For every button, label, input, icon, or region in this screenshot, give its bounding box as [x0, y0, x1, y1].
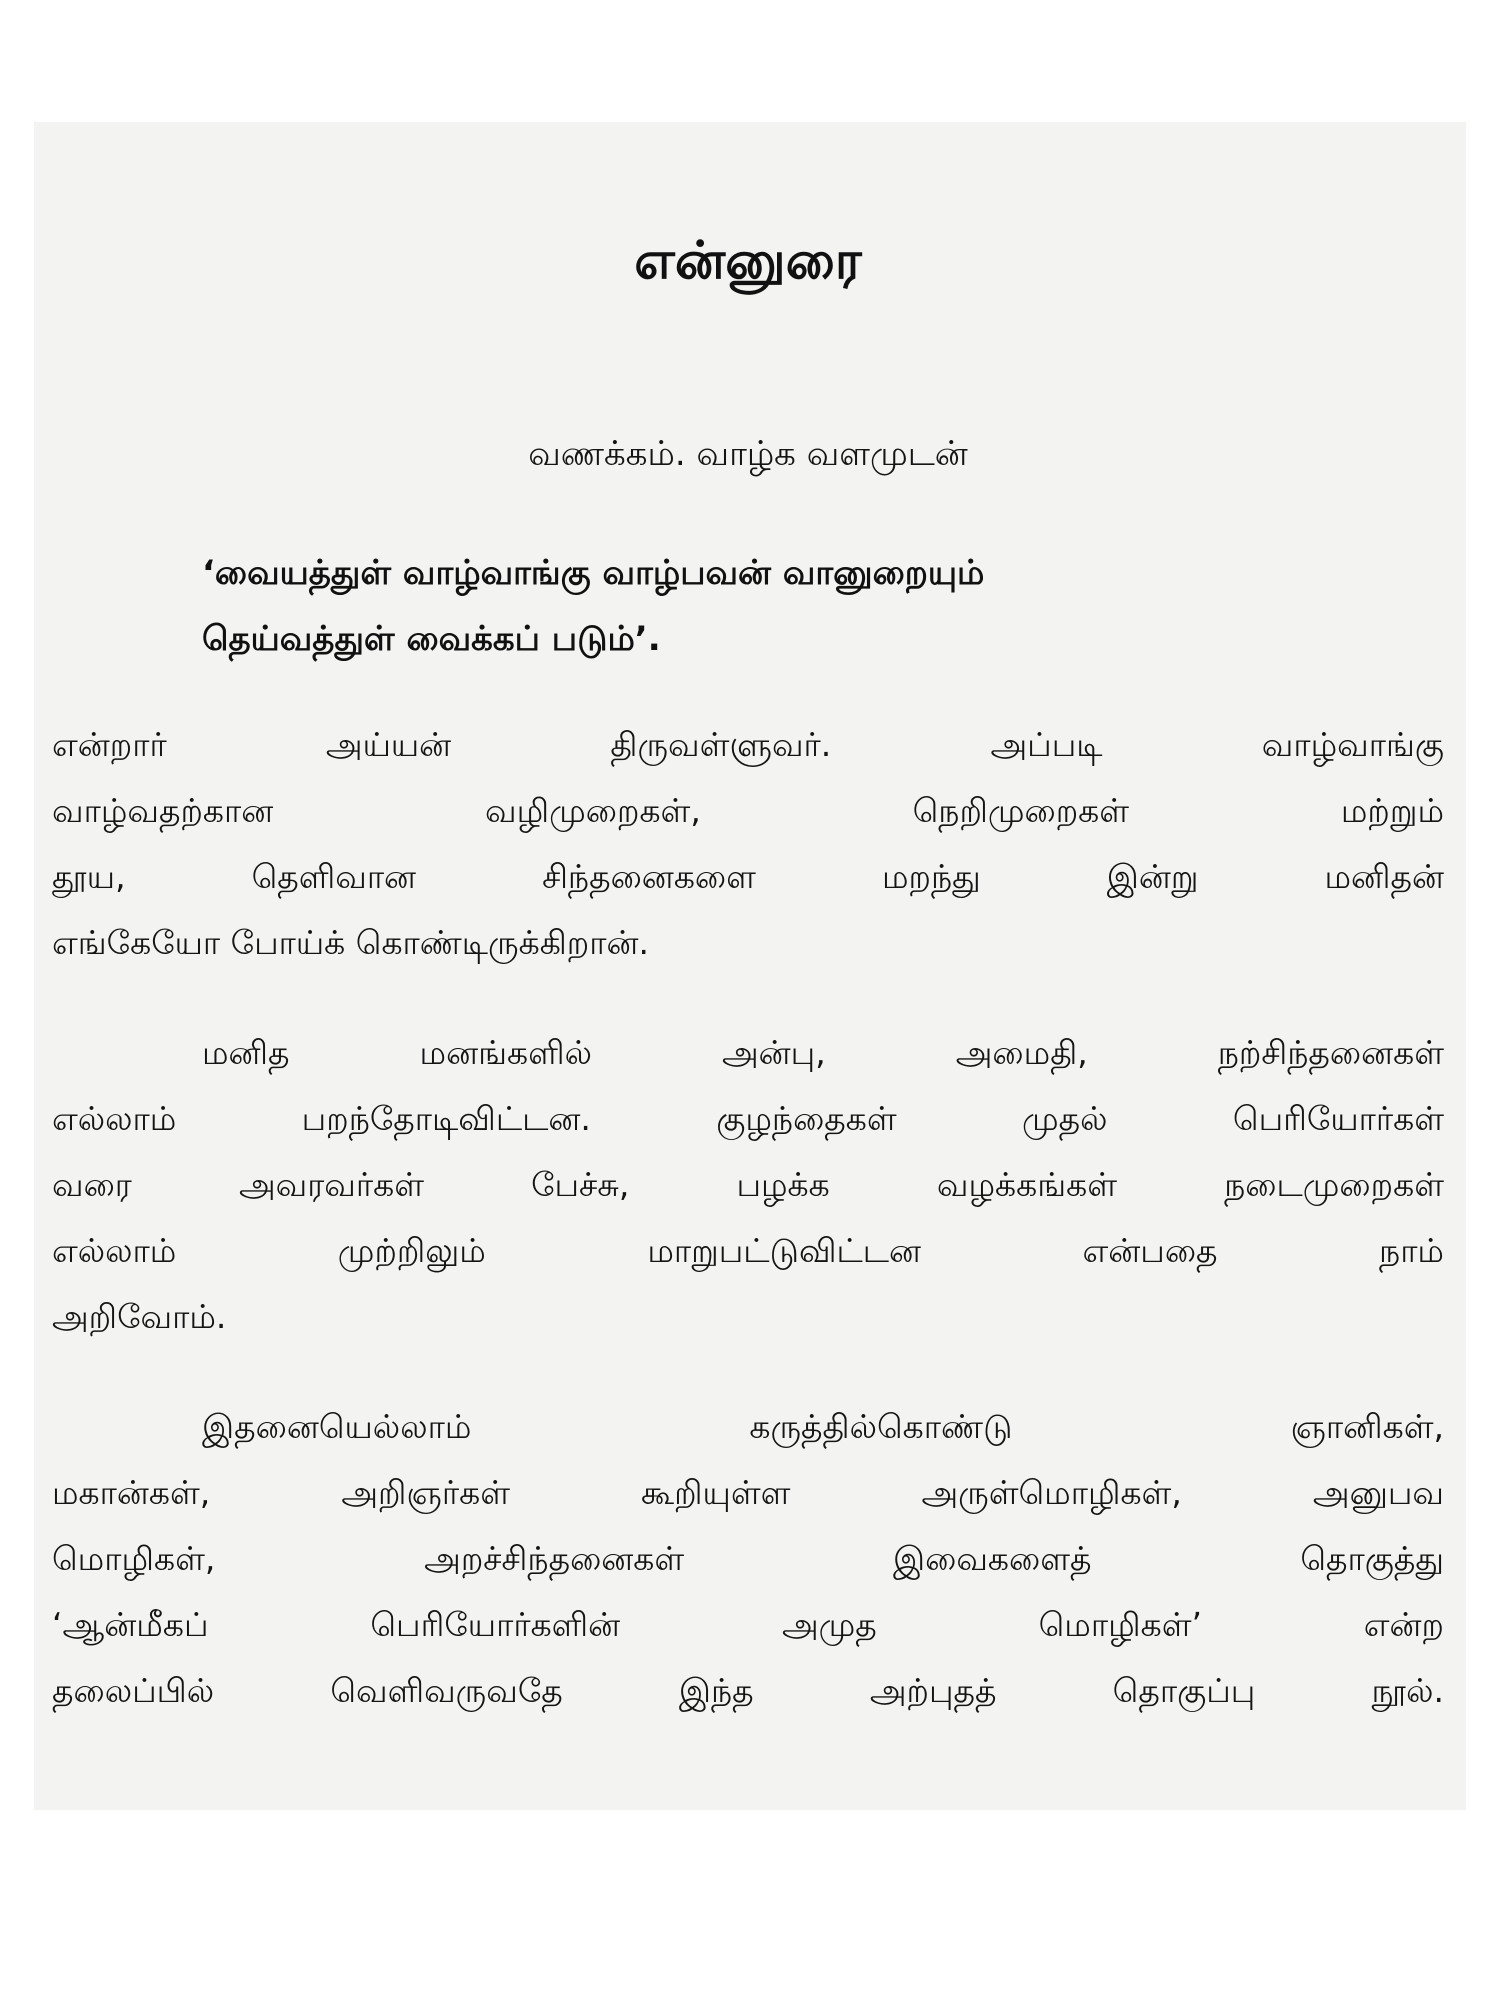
paragraph-line: ‘ஆன்மீகப் பெரியோர்களின் அமுத மொழிகள்’ என்ற — [52, 1605, 1444, 1644]
paragraph-line: எல்லாம் பறந்தோடிவிட்டன. குழந்தைகள் முதல் பெரியோர்கள் — [52, 1099, 1444, 1138]
kural-quote — [202, 540, 1444, 672]
paragraph-line: அறிவோம். — [52, 1297, 227, 1336]
paragraph-2 — [52, 1020, 1444, 1350]
paragraph-line: மொழிகள், அறச்சிந்தனைகள் இவைகளைத் தொகுத்து — [52, 1539, 1444, 1578]
paragraph-line: மகான்கள், அறிஞர்கள் கூறியுள்ள அருள்மொழிகள், அனுபவ — [52, 1473, 1444, 1512]
paragraph-line: தலைப்பில் வெளிவருவதே இந்த அற்புதத் தொகுப்பு நூல். — [52, 1671, 1444, 1710]
paragraph-line: எல்லாம் முற்றிலும் மாறுபட்டுவிட்டன என்பதை நாம் — [52, 1231, 1444, 1270]
paragraph-line: மனித மனங்களில் அன்பு, அமைதி, நற்சிந்தனைகள் — [202, 1033, 1444, 1072]
text-block — [52, 122, 1444, 1810]
paragraph-line: இதனையெல்லாம் கருத்தில்கொண்டு ஞானிகள், — [202, 1407, 1444, 1446]
document-page — [34, 122, 1466, 1810]
paragraph-line: தூய, தெளிவான சிந்தனைகளை மறந்து இன்று மனிதன் — [52, 857, 1444, 896]
greeting-line: வணக்கம். வாழ்க வளமுடன் — [528, 434, 968, 474]
paragraph-line: என்றார் அய்யன் திருவள்ளுவர். அப்படி வாழ்வாங்கு — [52, 725, 1444, 764]
kural-line-2: தெய்வத்துள் வைக்கப் படும்’. — [202, 619, 661, 659]
paragraph-line: வாழ்வதற்கான வழிமுறைகள், நெறிமுறைகள் மற்றும் — [52, 791, 1444, 830]
paragraph-line: வரை அவரவர்கள் பேச்சு, பழக்க வழக்கங்கள் நடைமுறைகள் — [52, 1165, 1444, 1204]
kural-line-1: ‘வையத்துள் வாழ்வாங்கு வாழ்பவன் வானுறையும் — [202, 553, 985, 593]
page-title: என்னுரை — [634, 231, 862, 291]
paragraph-1 — [52, 712, 1444, 976]
paragraph-3 — [52, 1394, 1444, 1724]
paragraph-line: எங்கேயோ போய்க் கொண்டிருக்கிறான். — [52, 923, 649, 962]
